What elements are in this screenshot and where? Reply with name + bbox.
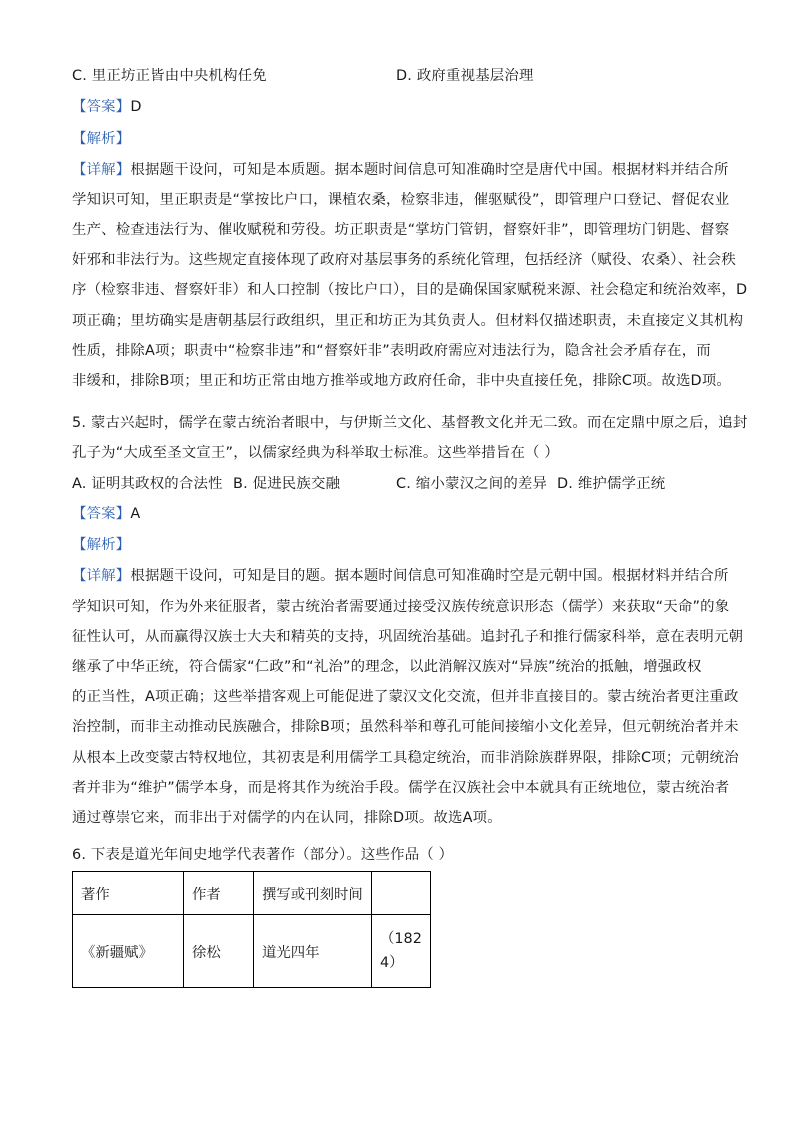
q4-detail-line: 项正确；里坊确实是唐朝基层行政组织，里正和坊正为其负责人。但材料仅描述职责，未直接定义其机构 bbox=[72, 313, 744, 329]
table-header-cell bbox=[372, 872, 431, 915]
q5-detail-line: 从根本上改变蒙古特权地位，其初衷是利用儒学工具稳定统治，而非消除族群界限，排除C项；元朝统治 bbox=[72, 750, 739, 766]
q4-detail-line: 非缓和，排除B项；里正和坊正常由地方推举或地方政府任命，非中央直接任免，排除C项。故选D项。 bbox=[72, 373, 732, 389]
q5-stem-line: 5. 蒙古兴起时，儒学在蒙古统治者眼中，与伊斯兰文化、基督教文化并无二致。而在定鼎中原之后，追封 bbox=[72, 415, 748, 431]
table-cell: 徐松 bbox=[184, 915, 254, 988]
table-header-cell: 撰写或刊刻时间 bbox=[254, 872, 372, 915]
q6-stem: 6. 下表是道光年间史地学代表著作（部分）。这些作品（ ） bbox=[72, 847, 454, 863]
q5-answer bbox=[72, 504, 726, 524]
q5-option-b: B. 促进民族交融 bbox=[233, 476, 341, 492]
q5-detail-line: 通过尊崇它来，而非出于对儒学的内在认同，排除D项。故选A项。 bbox=[72, 810, 502, 826]
table-cell: （182 4） bbox=[372, 915, 431, 988]
q4-analysis-tag: 【解析】 bbox=[72, 131, 131, 147]
table-cell: 道光四年 bbox=[254, 915, 372, 988]
table-row bbox=[73, 915, 431, 988]
q4-detail-line: 性质，排除A项；职责中“检察非违”和“督察奸非”表明政府需应对违法行为，隐含社会矛盾存在，而 bbox=[72, 343, 711, 359]
q5-detail-line: 学知识可知，作为外来征服者，蒙古统治者需要通过接受汉族传统意识形态（儒学）来获取“天命”的象 bbox=[72, 599, 730, 615]
q4-detail-line: 【详解】根据题干设问，可知是本质题。据本题时间信息可知准确时空是唐代中国。根据材料并结合所 bbox=[72, 162, 729, 178]
q4-option-c: C. 里正坊正皆由中央机构任免 bbox=[72, 68, 267, 84]
detail-tag: 【详解】 bbox=[72, 162, 131, 178]
q5-options-row bbox=[72, 474, 726, 494]
q5-option-a: A. 证明其政权的合法性 bbox=[72, 476, 223, 492]
q5-option-c: C. 缩小蒙汉之间的差异 bbox=[396, 476, 548, 492]
table-header-row bbox=[73, 872, 431, 915]
q5-detail-line: 治控制，而非主动推动民族融合，排除B项；虽然科举和尊孔可能间接缩小文化差异，但元朝统治者并未 bbox=[72, 719, 739, 735]
works-table bbox=[72, 871, 431, 988]
q5-detail-line: 继承了中华正统，符合儒家“仁政”和“礼治”的理念，以此消解汉族对“异族”统治的抵触，增强政权 bbox=[72, 659, 702, 675]
detail-tag: 【详解】 bbox=[72, 568, 131, 584]
q4-detail-line: 学知识可知，里正职责是“掌按比户口，课植农桑，检察非违，催驱赋役”，即管理户口登记、督促农业 bbox=[72, 192, 730, 208]
q4-detail-line: 序（检察非违、督察奸非）和人口控制（按比户口），目的是确保国家赋税来源、社会稳定和统治效率，D bbox=[72, 282, 748, 298]
q5-detail-line: 者并非为“维护”儒学本身，而是将其作为统治手段。儒学在汉族社会中本就具有正统地位，蒙古统治者 bbox=[72, 780, 730, 796]
q5-option-d: D. 维护儒学正统 bbox=[557, 476, 666, 492]
q5-detail-line: 的正当性，A项正确；这些举措客观上可能促进了蒙汉文化交流，但并非直接目的。蒙古统治者更注重政 bbox=[72, 689, 739, 705]
q4-answer bbox=[72, 97, 726, 117]
q4-detail-line: 奸邪和非法行为。这些规定直接体现了政府对基层事务的系统化管理，包括经济（赋役、农桑）、社会秩 bbox=[72, 252, 736, 268]
q5-detail-line: 【详解】根据题干设问，可知是目的题。据本题时间信息可知准确时空是元朝中国。根据材料并结合所 bbox=[72, 568, 729, 584]
q4-option-d: D. 政府重视基层治理 bbox=[396, 68, 534, 84]
answer-value: D bbox=[130, 99, 142, 115]
answer-value: A bbox=[130, 506, 141, 522]
q4-options-row bbox=[72, 66, 726, 86]
table-header-cell: 著作 bbox=[73, 872, 184, 915]
q5-detail-line: 征性认可，从而赢得汉族士大夫和精英的支持，巩固统治基础。追封孔子和推行儒家科举，意在表明元朝 bbox=[72, 629, 744, 645]
answer-tag: 【答案】 bbox=[72, 99, 131, 115]
answer-tag: 【答案】 bbox=[72, 506, 131, 522]
table-cell: 《新疆赋》 bbox=[73, 915, 184, 988]
table-header-cell: 作者 bbox=[184, 872, 254, 915]
q4-detail-line: 生产、检查违法行为、催收赋税和劳役。坊正职责是“掌坊门管钥，督察奸非”，即管理坊门钥匙、督察 bbox=[72, 222, 730, 238]
q5-stem-line: 孔子为“大成至圣文宣王”，以儒家经典为科举取士标准。这些举措旨在（ ） bbox=[72, 445, 559, 461]
q5-analysis-tag: 【解析】 bbox=[72, 537, 131, 553]
